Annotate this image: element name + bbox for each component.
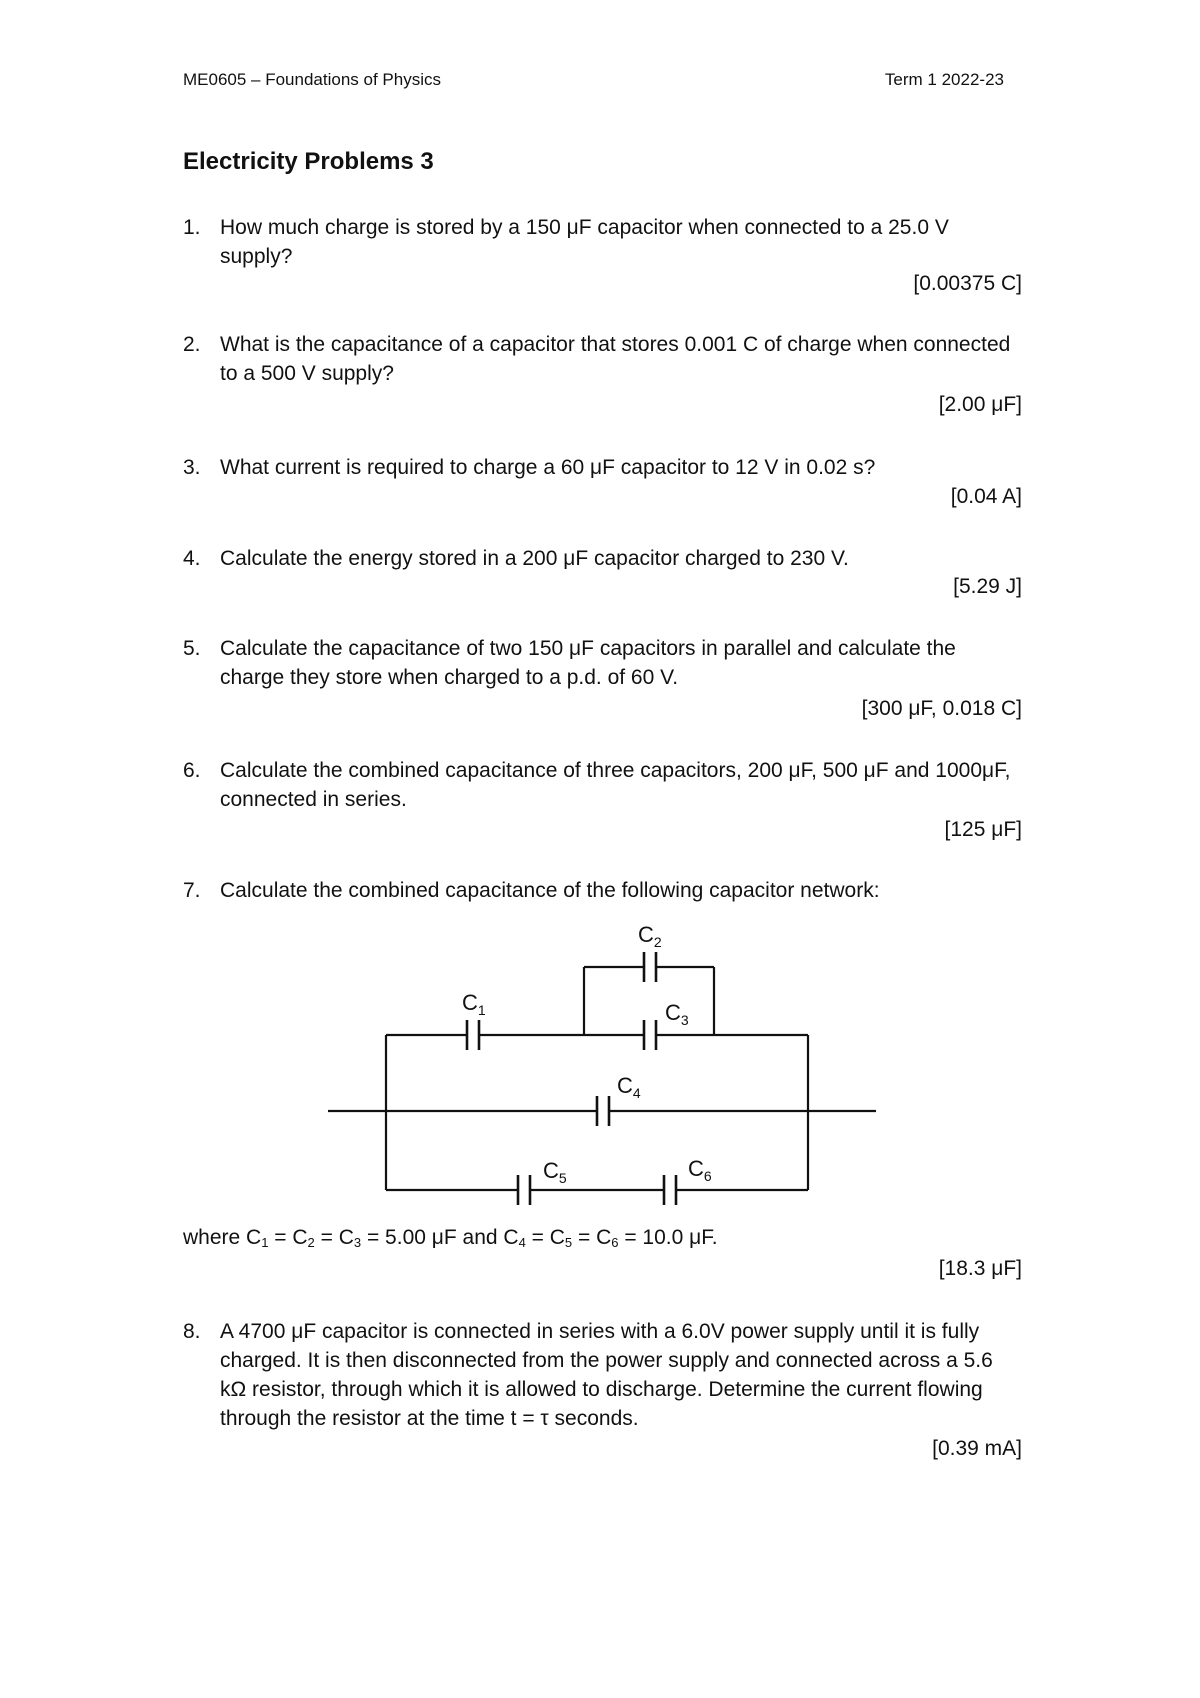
question-number: 5.	[183, 637, 201, 660]
question-text: Calculate the energy stored in a 200 μF capacitor charged to 230 V.	[220, 547, 849, 570]
capacitor-values-line: where $C_1 = C_2 = C_3 = 5.00$ μF and $C_4 = C_5 = C_6 = 10.0$ μF.	[183, 1226, 718, 1250]
answer-8: [0.39 mA]	[932, 1437, 1022, 1460]
question-text: A 4700 μF capacitor is connected in series with a 6.0V power supply until it is fully charged. It is then disconnected from the power supply and connected across a 5.6 kΩ resistor, through which it is allowed to discharge. Determine the current flowing through the resistor at the time t = τ seconds.	[220, 1320, 993, 1430]
capacitor-c1	[467, 1020, 479, 1050]
question-number: 1.	[183, 216, 201, 239]
capacitor-c3	[644, 1020, 656, 1050]
question-8	[183, 1317, 1023, 1433]
question-text: What is the capacitance of a capacitor that stores 0.001 C of charge when connected to a 500 V supply?	[220, 333, 1011, 385]
capacitor-c5	[518, 1175, 530, 1205]
question-number: 8.	[183, 1320, 201, 1343]
answer-1: [0.00375 C]	[913, 272, 1022, 295]
answer-3: [0.04 A]	[950, 485, 1022, 508]
circuit-wires	[328, 967, 876, 1190]
question-text: Calculate the combined capacitance of the following capacitor network:	[220, 879, 880, 902]
label-c6: $C_6$	[688, 1156, 712, 1184]
capacitor-c2	[644, 952, 656, 982]
capacitor-c6	[664, 1175, 676, 1205]
question-text: Calculate the capacitance of two 150 μF capacitors in parallel and calculate the charge they store when charged to a p.d. of 60 V.	[220, 637, 956, 689]
answer-5: [300 μF, 0.018 C]	[861, 697, 1022, 720]
question-text: What current is required to charge a 60 μF capacitor to 12 V in 0.02 s?	[220, 456, 876, 479]
page-title: Electricity Problems 3	[183, 148, 434, 175]
capacitor-c4	[597, 1096, 609, 1126]
answer-6: [125 μF]	[944, 818, 1022, 841]
question-number: 4.	[183, 547, 201, 570]
question-text: Calculate the combined capacitance of three capacitors, 200 μF, 500 μF and 1000μF, connected in series.	[220, 759, 1011, 811]
answer-7: [18.3 μF]	[938, 1257, 1022, 1280]
question-text: How much charge is stored by a 150 μF capacitor when connected to a 25.0 V supply?	[220, 216, 949, 268]
label-c2: $C_2$	[638, 922, 662, 950]
label-c1: $C_1$	[462, 990, 486, 1018]
label-c3: $C_3$	[665, 1000, 689, 1028]
label-c4: $C_4$	[617, 1073, 641, 1101]
question-number: 6.	[183, 759, 201, 782]
label-c5: $C_5$	[543, 1158, 567, 1186]
answer-4: [5.29 J]	[953, 575, 1022, 598]
answer-2: [2.00 μF]	[938, 393, 1022, 416]
question-number: 2.	[183, 333, 201, 356]
capacitor-plates	[467, 952, 676, 1205]
term-label: Term 1 2022-23	[884, 70, 1004, 89]
question-number: 7.	[183, 879, 201, 902]
course-title: ME0605 – Foundations of Physics	[183, 70, 441, 89]
question-number: 3.	[183, 456, 201, 479]
